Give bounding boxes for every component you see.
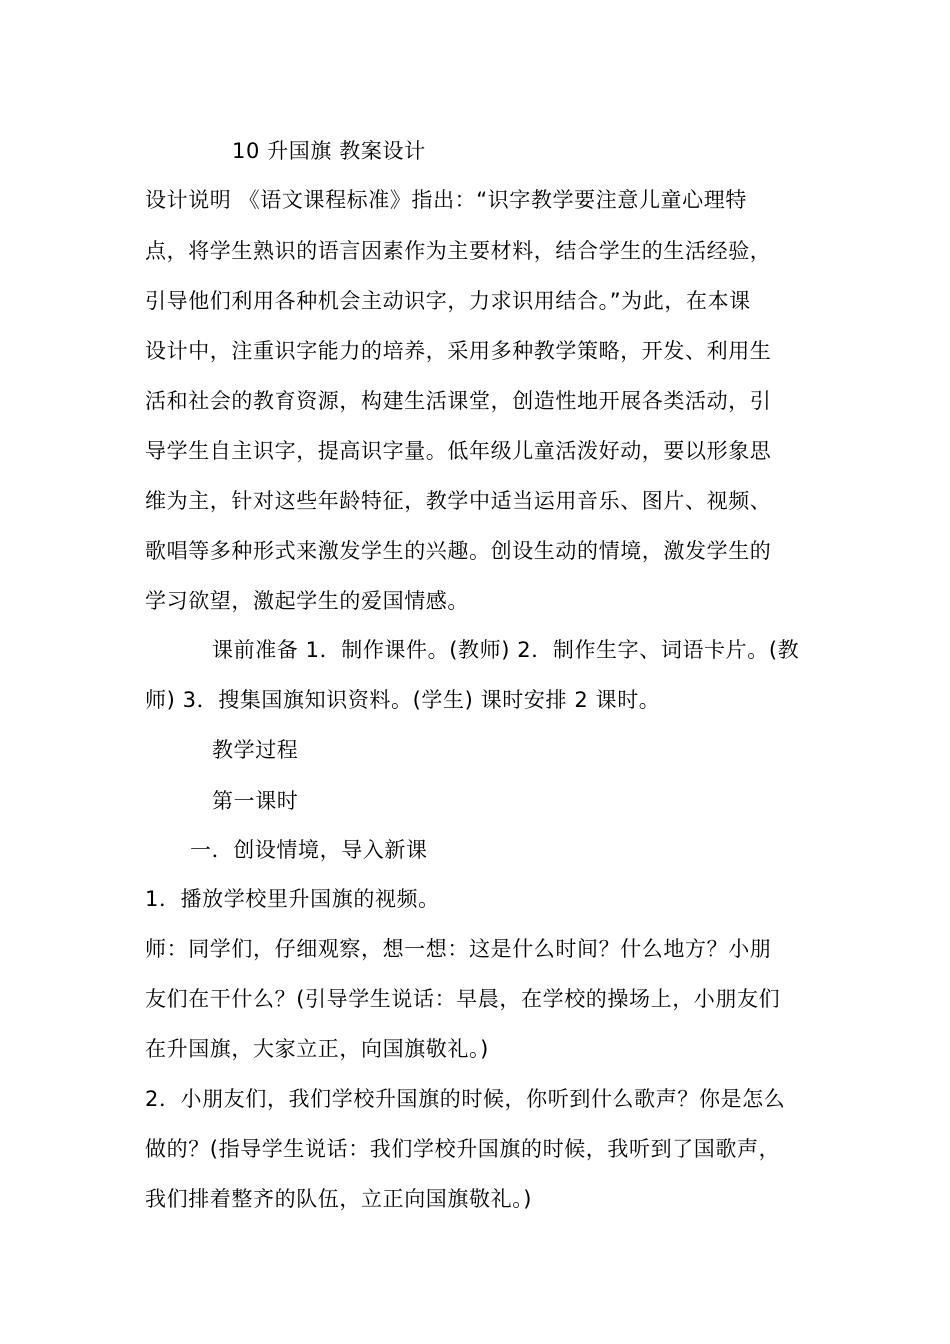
paragraph-line: 设计说明 《语文课程标准》指出：“识字教学要注意儿童心理特 <box>145 188 747 212</box>
paragraph-line: 友们在干什么？(引导学生说话：早晨，在学校的操场上，小朋友们 <box>145 987 781 1011</box>
section-heading: 第一课时 <box>212 789 299 813</box>
paragraph-line: 学习欲望，激起学生的爱国情感。 <box>145 589 469 613</box>
paragraph-line: 点，将学生熟识的语言因素作为主要材料，结合学生的生活经验， <box>145 239 772 263</box>
paragraph-line: 在升国旗，大家立正，向国旗敬礼。) <box>145 1037 489 1061</box>
paragraph-line: 我们排着整齐的队伍，立正向国旗敬礼。) <box>145 1187 533 1211</box>
section-heading: 一．创设情境，导入新课 <box>190 838 428 862</box>
paragraph-line: 师) 3．搜集国旗知识资料。(学生) 课时安排 2 课时。 <box>145 688 661 712</box>
paragraph-line: 维为主，针对这些年龄特征，教学中适当运用音乐、图片、视频、 <box>145 489 772 513</box>
section-heading: 教学过程 <box>212 738 299 762</box>
paragraph-line: 做的？(指导学生说话：我们学校升国旗的时候，我听到了国歌声， <box>145 1137 781 1161</box>
paragraph-line: 师：同学们，仔细观察，想一想：这是什么时间？什么地方？小朋 <box>145 937 772 961</box>
paragraph-line: 导学生自主识字，提高识字量。低年级儿童活泼好动，要以形象思 <box>145 439 772 463</box>
paragraph-line: 1．播放学校里升国旗的视频。 <box>145 887 440 911</box>
paragraph-line: 设计中，注重识字能力的培养，采用多种教学策略，开发、利用生 <box>145 339 772 363</box>
paragraph-line: 引导他们利用各种机会主动识字，力求识用结合。”为此，在本课 <box>145 289 751 313</box>
paragraph-line: 课前准备 1．制作课件。(教师) 2．制作生字、词语卡片。(教 <box>212 638 800 662</box>
document-title: 10 升国旗 教案设计 <box>232 139 426 163</box>
paragraph-line: 歌唱等多种形式来激发学生的兴趣。创设生动的情境，激发学生的 <box>145 539 772 563</box>
paragraph-line: 2．小朋友们，我们学校升国旗的时候，你听到什么歌声？你是怎么 <box>145 1087 786 1111</box>
paragraph-line: 活和社会的教育资源，构建生活课堂，创造性地开展各类活动，引 <box>145 389 772 413</box>
